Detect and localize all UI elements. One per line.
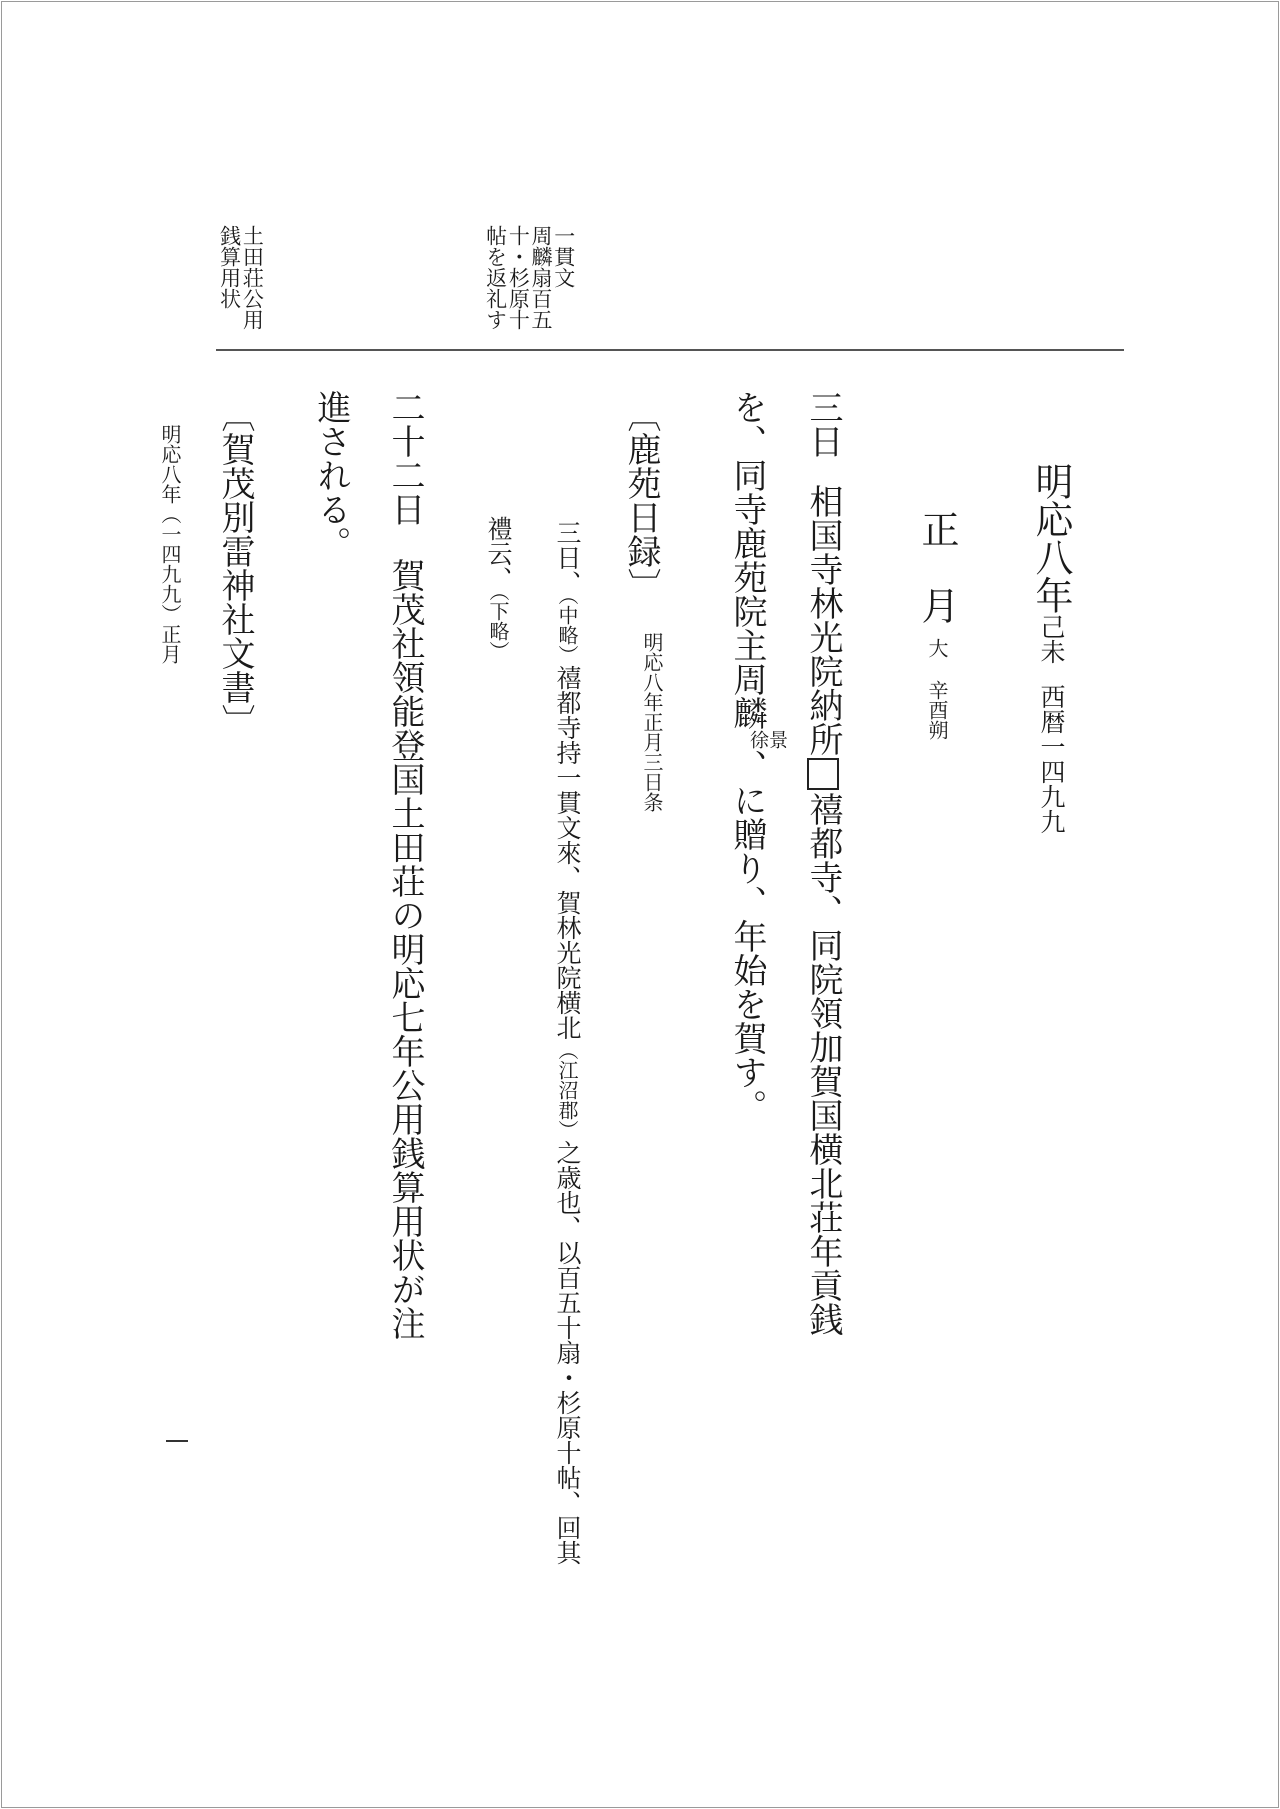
quote-line1-end: 之歳也、以百五十扇・杉原十帖、回其	[553, 1140, 582, 1565]
source-kamo-title: 〔賀茂別雷神社文書〕	[215, 398, 255, 738]
entry-day3-date: 三日	[803, 390, 843, 458]
entry-day3-text-b: 禧都寺、同院領加賀国横北荘年貢銭	[803, 792, 843, 1337]
margin-note-account-statement: 土田荘公用 銭算用状	[217, 225, 265, 330]
margin-mark	[166, 1440, 188, 1442]
quote-line1-start: 三日、	[553, 520, 582, 595]
quote-line2: 禮云、	[484, 516, 513, 591]
omission-mark-end: （下略）	[486, 591, 510, 661]
quote-line1-mid: 禧都寺持一貫文來、賀林光院横北	[553, 665, 582, 1040]
year-title: 明応八年	[1029, 462, 1073, 614]
month-first-day: 辛酉朔	[925, 680, 949, 740]
header-rule	[216, 349, 1124, 351]
missing-character-box	[807, 758, 839, 790]
alternate-name-gloss: 景 徐	[747, 730, 788, 749]
entry-day3-text-a: 相国寺林光院納所	[803, 484, 843, 756]
source-rokuon-line1	[553, 520, 580, 1565]
entry-day3-text-d: 、に贈り、年始を賀す。	[727, 749, 767, 1123]
margin-note-return-gift: 一貫文 周麟扇百五 十・杉原十 帖を返礼す	[483, 225, 576, 330]
year-heading	[1029, 462, 1073, 834]
month-heading	[915, 510, 959, 740]
running-head: 明応八年（一四九九）正月	[158, 424, 182, 664]
entry-day22-text: 賀茂社領能登国土田荘の明応七年公用銭算用状が注	[385, 558, 425, 1340]
month-label: 正 月	[915, 510, 959, 624]
western-year: 西暦一四九九	[1037, 684, 1066, 834]
omission-mark: （中略）	[555, 595, 579, 665]
entry-day3-text-c: を、同寺鹿苑院主周麟	[727, 390, 767, 730]
entry-day3-line2	[727, 390, 788, 1123]
year-eto: 己未	[1037, 614, 1066, 664]
entry-day3-line1	[803, 390, 843, 1337]
entry-day22-line1	[385, 390, 425, 1340]
entry-day22-line2: 進される。	[311, 390, 351, 560]
source-rokuon-title: 〔鹿苑日録〕	[621, 398, 661, 602]
source-rokuon-line2	[486, 516, 511, 661]
district-gloss: （江沼郡）	[555, 1040, 579, 1140]
month-size: 大	[925, 638, 949, 658]
page-frame	[1, 1, 1279, 1808]
source-rokuon-date: 明応八年正月三日条	[640, 632, 664, 812]
entry-day22-date: 二十二日	[385, 390, 425, 526]
